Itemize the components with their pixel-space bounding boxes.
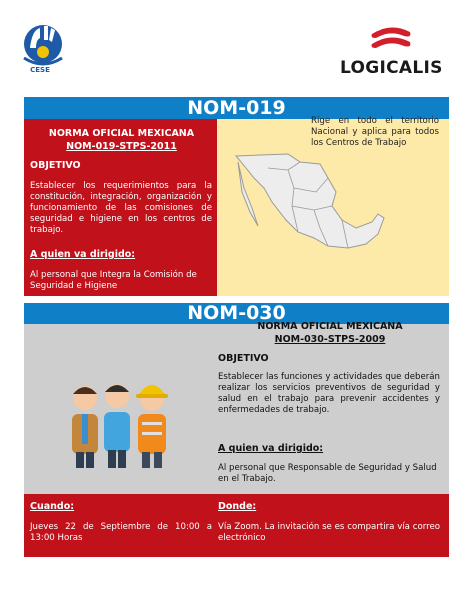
where-heading: Donde: [218, 501, 257, 512]
nom019-title: NORMA OFICIAL MEXICANA [48, 128, 195, 139]
nom030-title: NORMA OFICIAL MEXICANA [257, 321, 403, 332]
nom030-code: NOM-030-STPS-2009 [274, 334, 386, 345]
nom019-band-title: NOM-019 [24, 97, 449, 119]
where-text: Vía Zoom. La invitación se es compartira vía correo electrónico [218, 522, 440, 543]
nom030-audience-text: Al personal que Responsable de Seguridad y Salud en el Trabajo. [218, 463, 437, 484]
logicalis-wordmark: LOGICALIS [340, 58, 443, 78]
nom019-audience-text: Al personal que Integra la Comisión de Seguridad e Higiene [30, 270, 197, 291]
nom030-objective-text: Establecer las funciones y actividades que deberán realizar los servicios preventivos de seguridad y salud en el trabajo para prevenir accidentes y enfermedades de trabajo. [218, 372, 440, 415]
cese-label: CESE [30, 66, 50, 74]
nom019-code: NOM-019-STPS-2011 [66, 141, 177, 152]
nom030-objective-heading: OBJETIVO [218, 353, 269, 364]
when-text: Jueves 22 de Septiembre de 10:00 a 13:00 Horas [30, 522, 212, 543]
nom019-objective-heading: OBJETIVO [30, 160, 81, 171]
nom019-objective-text: Establecer los requerimientos para la constitución, integración, organización y funcionamiento de las comisiones de seguridad e higiene en los centros de trabajo. [30, 181, 212, 235]
mexico-map-icon [228, 148, 388, 263]
nom030-band-title: NOM-030 [24, 303, 449, 324]
nom019-audience-heading: A quien va dirigido: [30, 249, 136, 260]
when-heading: Cuando: [30, 501, 75, 512]
nom030-audience-heading: A quien va dirigido: [218, 443, 324, 454]
nom019-scope-text: Rige en todo el territorio Nacional y aplica para todos los Centros de Trabajo [311, 116, 439, 148]
logicalis-logo-icon [368, 24, 414, 54]
three-workers-illustration [60, 352, 180, 472]
